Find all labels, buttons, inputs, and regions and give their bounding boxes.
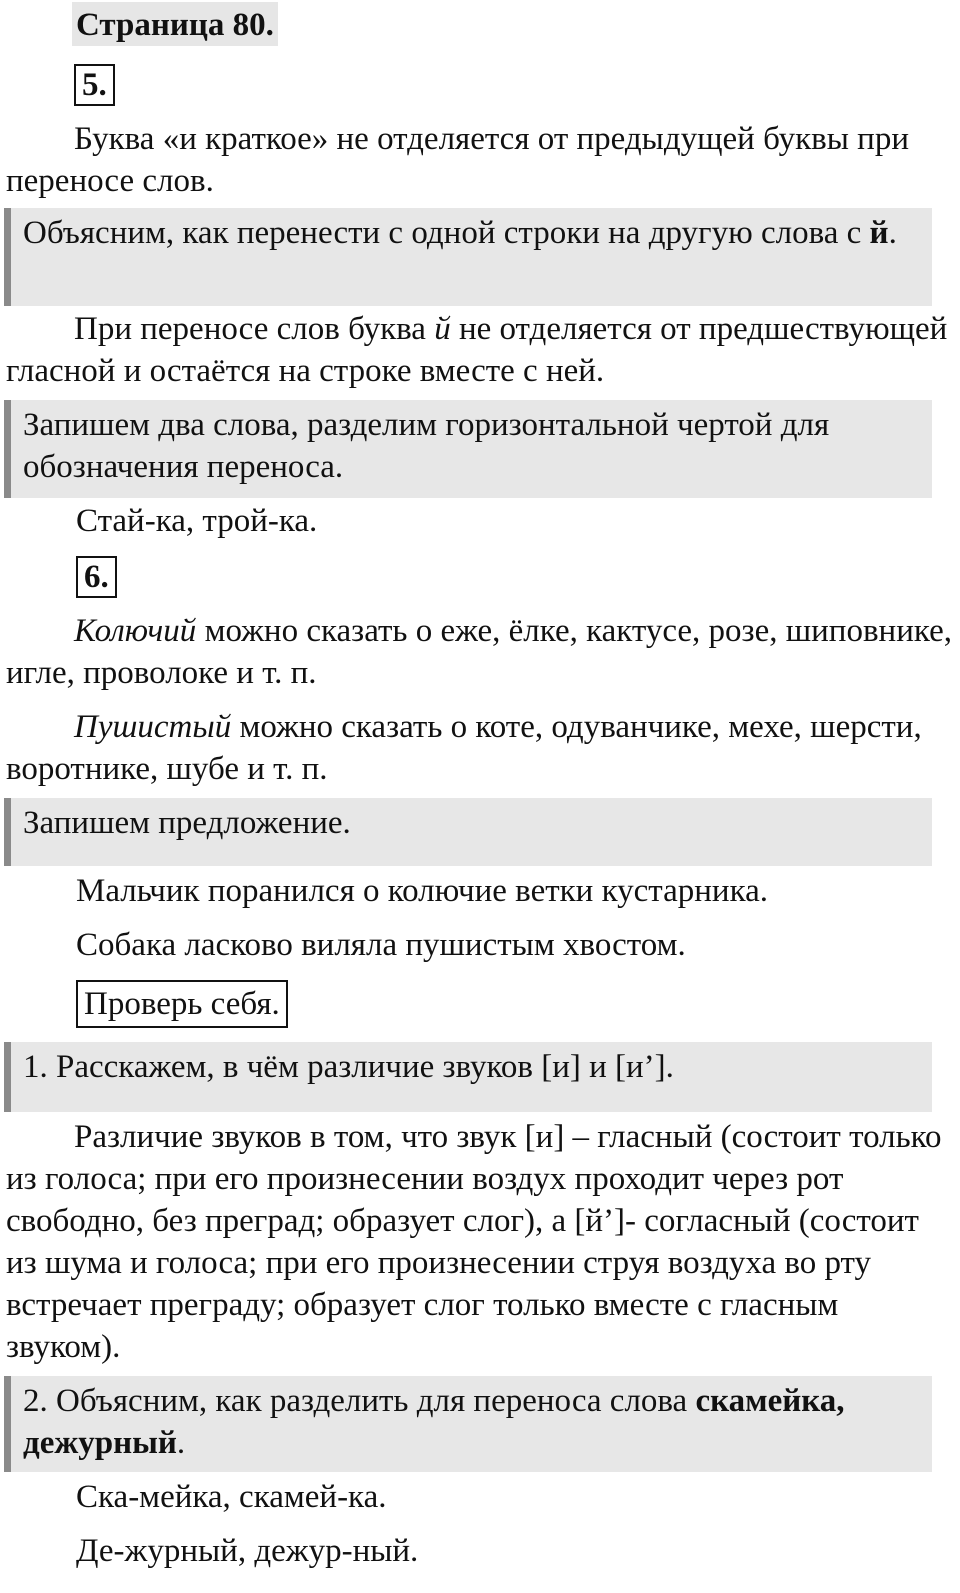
- page-title: Страница 80.: [72, 2, 278, 46]
- hint-1-text: Объясним, как перенести с одной строки на другую слова с: [23, 215, 870, 251]
- hint-1-end: .: [888, 215, 897, 251]
- check-question-1: 1. Расскажем, в чём различие звуков [и] и [и’].: [4, 1042, 932, 1112]
- task-6-sentence-2: Собака ласково виляла пушистым хвостом.: [76, 927, 686, 963]
- task-5-answer: Стай-ка, трой-ка.: [76, 503, 318, 539]
- question-2-end: .: [176, 1425, 186, 1461]
- word-kolyuchiy: Колючий: [74, 613, 197, 649]
- question-2-bold-words: скамейка, дежурный: [23, 1383, 845, 1461]
- task-6-number: 6.: [76, 556, 117, 598]
- check-answer-1: Различие звуков в том, что звук [и] – гласный (состоит только из голоса; при его произнесении воздух проходит через рот свободно, без преград; образует слог), а [й’]- согласный (состоит из шума и голоса; при его произнесении струя воздуха во рту встречает преграду; образует слог только вместе с гласным звуком).: [6, 1119, 942, 1365]
- task-5-number: 5.: [74, 64, 115, 106]
- para-2-start: При переносе слов буква: [74, 311, 435, 347]
- task-6-sentence-1: Мальчик поранился о колючие ветки кустарника.: [76, 873, 769, 909]
- task-5-hint-2: Запишем два слова, разделим горизонтальной чертой для обозначения переноса.: [4, 400, 932, 498]
- task-5-hint-1: [4, 208, 932, 306]
- para-2-italic-letter: й: [434, 311, 451, 347]
- task-5-paragraph-1: Буква «и краткое» не отделяется от предыдущей буквы при переносе слов.: [6, 121, 909, 199]
- task-5-paragraph-2: [6, 308, 956, 392]
- check-question-2: [4, 1376, 932, 1472]
- word-pushistyy: Пушистый: [74, 709, 232, 745]
- check-answer-2-line-1: Ска-мейка, скамей-ка.: [76, 1479, 387, 1515]
- hint-1-bold-letter: й: [869, 215, 889, 251]
- para-2-rest: можно сказать о коте, одуванчике, мехе, шерсти, воротнике, шубе и т. п.: [6, 709, 922, 787]
- task-6-paragraph-1: [6, 610, 956, 694]
- task-6-paragraph-2: [6, 706, 956, 790]
- check-yourself-label: Проверь себя.: [76, 980, 288, 1028]
- question-2-text: 2. Объясним, как разделить для переноса слова: [23, 1383, 696, 1419]
- task-6-hint: Запишем предложение.: [4, 798, 932, 866]
- check-answer-2-line-2: Де-журный, дежур-ный.: [76, 1533, 419, 1569]
- para-1-rest: можно сказать о еже, ёлке, кактусе, розе, шиповнике, игле, проволоке и т. п.: [6, 613, 952, 691]
- para-2-end: не отделяется от предшествующей гласной и остаётся на строке вместе с ней.: [6, 311, 948, 389]
